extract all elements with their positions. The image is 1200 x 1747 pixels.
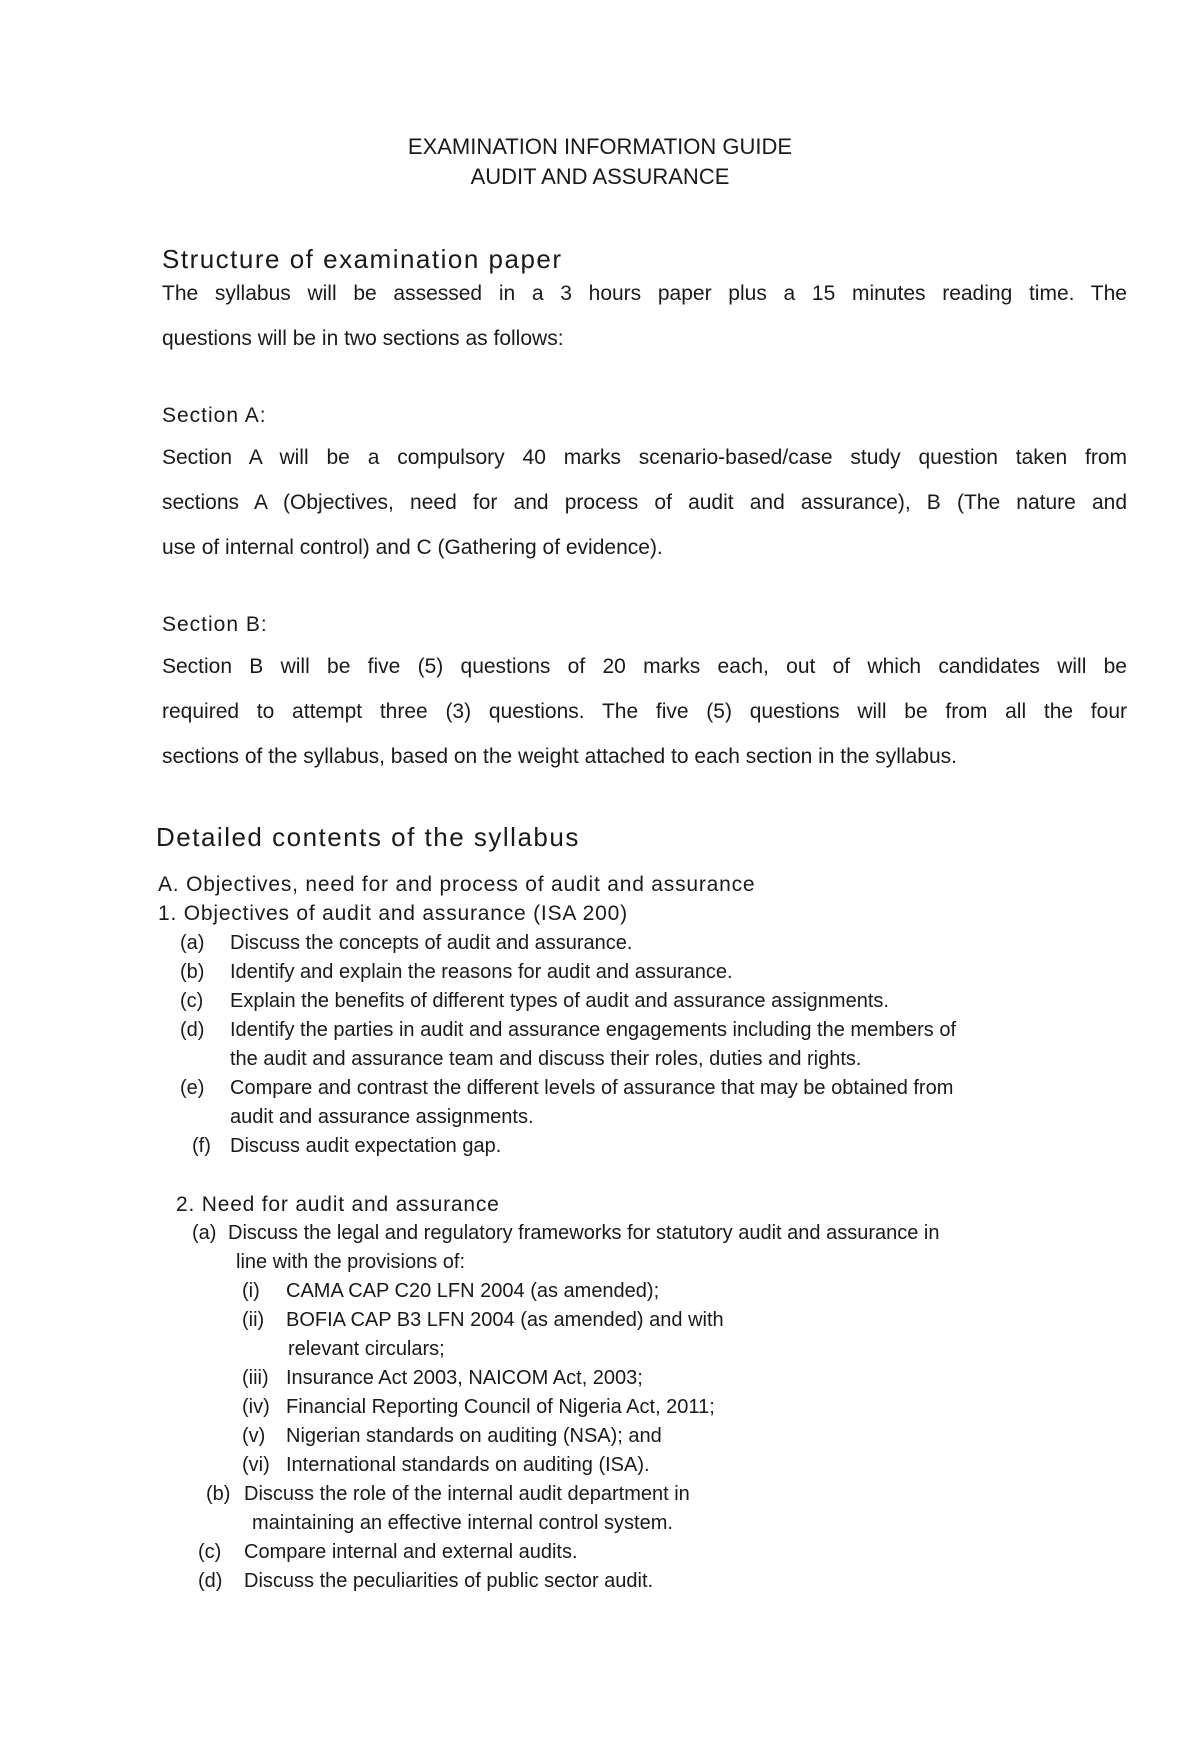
part-a-heading: A. Objectives, need for and process of audit and assurance xyxy=(158,873,756,896)
topic-1-title: 1. Objectives of audit and assurance (ISA 200) xyxy=(158,902,628,925)
item-text-continued: line with the provisions of: xyxy=(236,1251,466,1273)
item-text: Compare internal and external audits. xyxy=(244,1541,578,1563)
item-text-continued: maintaining an effective internal control system. xyxy=(252,1512,673,1534)
item-text: Discuss the concepts of audit and assurance. xyxy=(230,932,633,954)
subitem-text-continued: relevant circulars; xyxy=(288,1338,445,1360)
item-text: Identify and explain the reasons for audit and assurance. xyxy=(230,961,733,983)
structure-heading: Structure of examination paper xyxy=(162,244,563,274)
item-text: Explain the benefits of different types of audit and assurance assignments. xyxy=(230,990,889,1012)
document-title: EXAMINATION INFORMATION GUIDE xyxy=(407,134,793,159)
item-label: (d) xyxy=(180,1019,205,1041)
subitem-text: CAMA CAP C20 LFN 2004 (as amended); xyxy=(286,1280,660,1302)
subitem-label: (iii) xyxy=(242,1367,269,1389)
item-text: Compare and contrast the different levels of assurance that may be obtained from xyxy=(230,1077,954,1099)
subitem-label: (iv) xyxy=(242,1396,270,1418)
item-text: Discuss the legal and regulatory frameworks for statutory audit and assurance in xyxy=(228,1222,940,1244)
structure-intro-line: The syllabus will be assessed in a 3 hours paper plus a 15 minutes reading time. The xyxy=(162,282,1127,305)
item-label: (d) xyxy=(198,1570,223,1592)
section-a-line: use of internal control) and C (Gathering of evidence). xyxy=(162,536,663,559)
subitem-text: Insurance Act 2003, NAICOM Act, 2003; xyxy=(286,1367,643,1389)
item-text: Discuss audit expectation gap. xyxy=(230,1135,502,1157)
item-text-continued: the audit and assurance team and discuss their roles, duties and rights. xyxy=(230,1048,862,1070)
section-b-line: required to attempt three (3) questions. The five (5) questions will be from all the four xyxy=(162,700,1127,723)
section-a-line: Section A will be a compulsory 40 marks scenario-based/case study question taken from xyxy=(162,446,1127,469)
item-label: (a) xyxy=(180,932,205,954)
item-label: (e) xyxy=(180,1077,205,1099)
section-b-heading: Section B: xyxy=(162,613,268,636)
subitem-text: BOFIA CAP B3 LFN 2004 (as amended) and with xyxy=(286,1309,724,1331)
subitem-text: International standards on auditing (ISA). xyxy=(286,1454,650,1476)
syllabus-heading: Detailed contents of the syllabus xyxy=(156,822,580,852)
item-label: (b) xyxy=(180,961,205,983)
subitem-label: (vi) xyxy=(242,1454,270,1476)
item-label: (b) xyxy=(206,1483,231,1505)
structure-intro-line: questions will be in two sections as follows: xyxy=(162,327,564,350)
item-label: (c) xyxy=(198,1541,222,1563)
subitem-text: Nigerian standards on auditing (NSA); and xyxy=(286,1425,662,1447)
item-text: Identify the parties in audit and assurance engagements including the members of xyxy=(230,1019,956,1041)
item-label: (a) xyxy=(192,1222,217,1244)
topic-2-title: 2. Need for audit and assurance xyxy=(176,1193,500,1216)
subitem-label: (v) xyxy=(242,1425,266,1447)
section-b-line: Section B will be five (5) questions of 20 marks each, out of which candidates will be xyxy=(162,655,1127,678)
section-b-line: sections of the syllabus, based on the weight attached to each section in the syllabus. xyxy=(162,745,957,768)
subitem-label: (ii) xyxy=(242,1309,265,1331)
item-label: (f) xyxy=(192,1135,211,1157)
section-a-line: sections A (Objectives, need for and process of audit and assurance), B (The nature and xyxy=(162,491,1127,514)
item-label: (c) xyxy=(180,990,204,1012)
item-text: Discuss the role of the internal audit department in xyxy=(244,1483,690,1505)
document-subtitle: AUDIT AND ASSURANCE xyxy=(470,164,730,189)
item-text-continued: audit and assurance assignments. xyxy=(230,1106,534,1128)
section-a-heading: Section A: xyxy=(162,404,267,427)
subitem-label: (i) xyxy=(242,1280,260,1302)
item-text: Discuss the peculiarities of public sector audit. xyxy=(244,1570,654,1592)
subitem-text: Financial Reporting Council of Nigeria Act, 2011; xyxy=(286,1396,715,1418)
